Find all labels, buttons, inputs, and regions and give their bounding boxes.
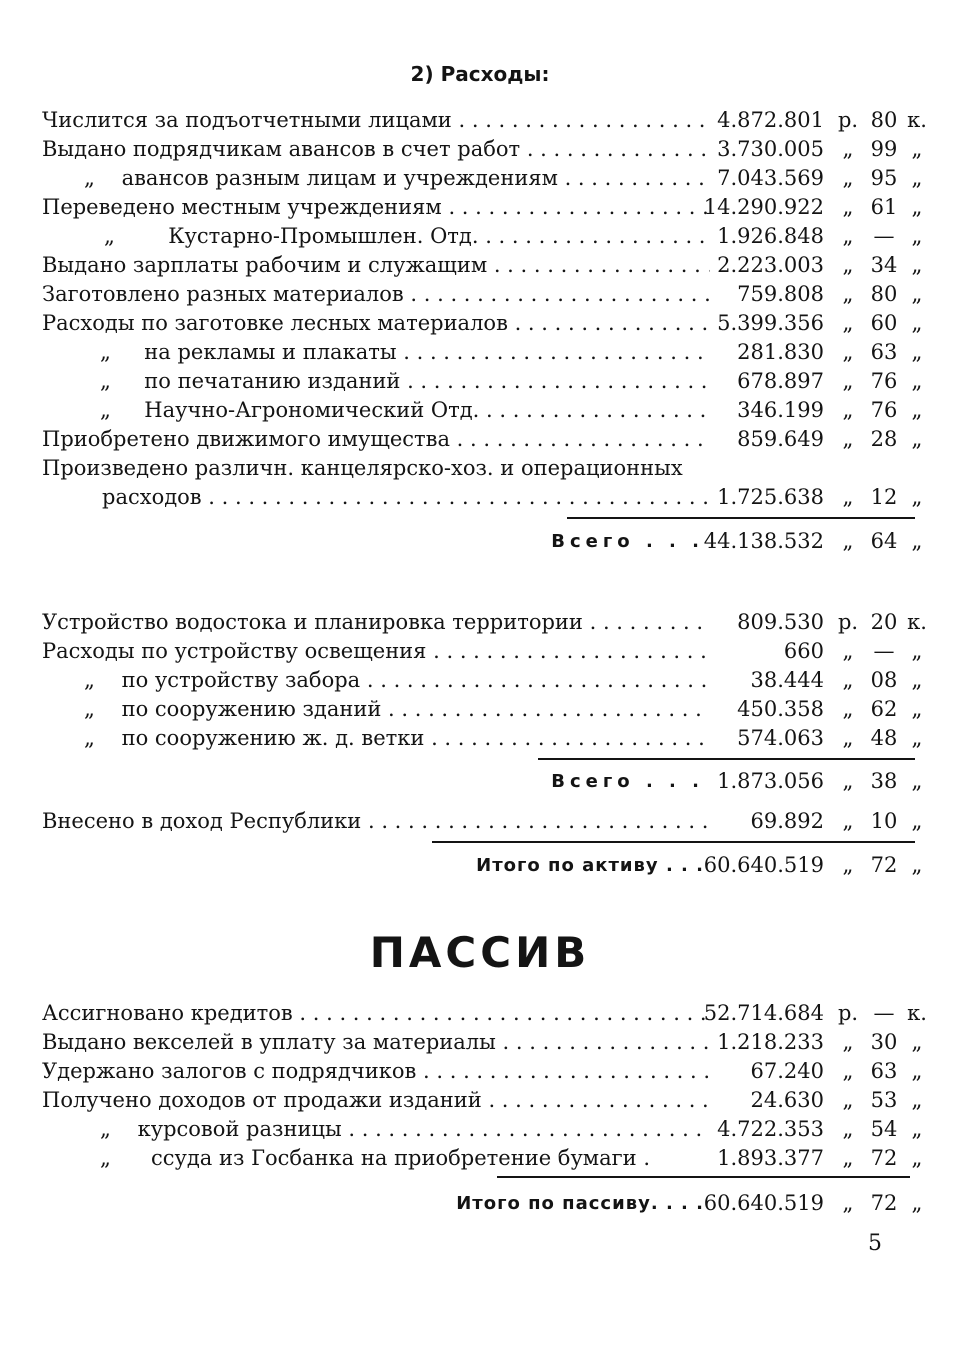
row-label: Произведено различн. канцелярско-хоз. и операционных <box>42 456 683 480</box>
row-label: „ по сооружению ж. д. ветки . . . <box>42 724 710 753</box>
row-label: Расходы по заготовке лесных материалов . . . <box>42 309 710 338</box>
kop-value: 38 <box>870 769 898 793</box>
ledger-row <box>42 637 922 666</box>
row-amount: 14.290.922 <box>703 195 824 219</box>
rub-unit: „ <box>842 639 854 663</box>
kop-unit: „ <box>911 639 923 663</box>
rub-unit: р. <box>837 610 859 634</box>
rub-unit: „ <box>842 726 854 750</box>
kop-value: 99 <box>870 137 898 161</box>
expenses-total-row <box>42 527 922 556</box>
ledger-row <box>42 608 927 637</box>
kop-unit: „ <box>911 726 923 750</box>
ledger-row <box>42 251 922 280</box>
ledger-row <box>42 1086 922 1115</box>
row-label: Переведено местным учреждениям . . . <box>42 193 710 222</box>
rub-unit: „ <box>842 1059 854 1083</box>
kop-unit: „ <box>911 224 923 248</box>
kop-unit: „ <box>911 853 923 877</box>
kop-unit: „ <box>911 1117 923 1141</box>
rub-unit: „ <box>842 137 854 161</box>
rub-unit: „ <box>842 853 854 877</box>
rub-unit: „ <box>842 485 854 509</box>
rub-unit: „ <box>842 427 854 451</box>
ledger-row <box>42 1028 922 1057</box>
ledger-row <box>42 425 922 454</box>
ledger-row <box>42 999 927 1028</box>
rub-unit: „ <box>842 1146 854 1170</box>
rub-unit: „ <box>842 253 854 277</box>
kop-value: 72 <box>870 853 898 877</box>
kop-value: 63 <box>870 340 898 364</box>
ditto-mark: „ <box>84 166 95 190</box>
kop-value: 08 <box>870 668 898 692</box>
kop-value: 60 <box>870 311 898 335</box>
row-label: Получено доходов от продажи изданий . . . <box>42 1086 710 1115</box>
kop-unit: „ <box>911 253 923 277</box>
total-label: Всего . . . <box>42 767 710 796</box>
kop-value: 54 <box>870 1117 898 1141</box>
row-amount: 281.830 <box>737 340 824 364</box>
row-amount: 69.892 <box>750 809 824 833</box>
ledger-row <box>42 164 922 193</box>
row-amount: 7.043.569 <box>717 166 824 190</box>
kop-unit: „ <box>911 485 923 509</box>
kop-value: — <box>873 1001 895 1025</box>
total-amount: 1.873.056 <box>717 769 824 793</box>
kop-value: 72 <box>870 1146 898 1170</box>
row-amount: 1.926.848 <box>717 224 824 248</box>
rub-unit: р. <box>837 108 859 132</box>
rub-unit: „ <box>842 311 854 335</box>
expenses-heading: 2) Расходы: <box>410 62 550 86</box>
row-label: Заготовлено разных материалов . . . <box>42 280 710 309</box>
passive-heading: ПАССИВ <box>369 928 591 977</box>
rub-unit: „ <box>842 224 854 248</box>
row-label: Выдано подрядчикам авансов в счет работ . . . <box>42 135 710 164</box>
kop-value: 62 <box>870 697 898 721</box>
ditto-mark: „ <box>104 224 115 248</box>
row-amount: 450.358 <box>737 697 824 721</box>
row-label: Приобретено движимого имущества . . . <box>42 425 710 454</box>
ditto-mark: „ <box>84 697 95 721</box>
kop-unit: „ <box>911 697 923 721</box>
kop-value: 12 <box>870 485 898 509</box>
kop-value: 28 <box>870 427 898 451</box>
row-label: „ по печатанию изданий . . . <box>42 367 710 396</box>
rub-unit: „ <box>842 398 854 422</box>
row-label: „ Научно-Агрономический Отд. . . . <box>42 396 710 425</box>
ledger-row <box>42 222 922 251</box>
row-label: „ по сооружению зданий . . . <box>42 695 710 724</box>
kop-value: 63 <box>870 1059 898 1083</box>
kop-value: 10 <box>870 809 898 833</box>
ledger-row <box>42 724 922 753</box>
total-amount: 60.640.519 <box>703 1191 824 1215</box>
row-amount: 67.240 <box>750 1059 824 1083</box>
row-amount: 52.714.684 <box>703 1001 824 1025</box>
rub-unit: „ <box>842 195 854 219</box>
row-label: Ассигновано кредитов . . . <box>42 999 710 1028</box>
kop-unit: „ <box>911 1146 923 1170</box>
rub-unit: „ <box>842 697 854 721</box>
ledger-row <box>42 483 922 512</box>
ditto-mark: „ <box>100 1146 111 1170</box>
ledger-row <box>42 807 922 836</box>
rub-unit: „ <box>842 166 854 190</box>
kop-value: — <box>873 639 895 663</box>
rub-unit: „ <box>842 1030 854 1054</box>
row-label: „ курсовой разницы . . . <box>42 1115 710 1144</box>
kop-value: 76 <box>870 369 898 393</box>
row-amount: 4.722.353 <box>717 1117 824 1141</box>
kop-unit: „ <box>911 1191 923 1215</box>
rub-unit: „ <box>842 769 854 793</box>
ledger-row <box>42 280 922 309</box>
kop-unit: „ <box>911 369 923 393</box>
row-amount: 678.897 <box>737 369 824 393</box>
row-amount: 660 <box>783 639 824 663</box>
kop-value: 61 <box>870 195 898 219</box>
row-label: Устройство водостока и планировка территории . . . <box>42 608 710 637</box>
rub-unit: „ <box>842 668 854 692</box>
row-amount: 5.399.356 <box>717 311 824 335</box>
row-amount: 574.063 <box>737 726 824 750</box>
total-label: Всего . . . <box>42 527 710 556</box>
total-label: Итого по активу . . . <box>42 851 710 880</box>
ledger-row <box>42 1115 922 1144</box>
row-label: „ на рекламы и плакаты . . . <box>42 338 710 367</box>
kop-unit: „ <box>911 1030 923 1054</box>
ditto-mark: „ <box>100 340 111 364</box>
kop-value: 53 <box>870 1088 898 1112</box>
kop-value: 64 <box>870 529 898 553</box>
total-rule <box>567 517 915 519</box>
ditto-mark: „ <box>84 668 95 692</box>
kop-value: — <box>873 224 895 248</box>
ledger-row <box>42 695 922 724</box>
kop-unit: „ <box>911 1088 923 1112</box>
active-total-row <box>42 851 922 880</box>
kop-unit: к. <box>907 108 927 132</box>
kop-value: 30 <box>870 1030 898 1054</box>
ledger-row <box>42 338 922 367</box>
ditto-mark: „ <box>84 726 95 750</box>
row-label: расходов . . . <box>42 483 710 512</box>
row-label: Удержано залогов с подрядчиков . . . <box>42 1057 710 1086</box>
kop-unit: „ <box>911 195 923 219</box>
rub-unit: „ <box>842 369 854 393</box>
row-label: Выдано векселей в уплату за материалы . . . <box>42 1028 710 1057</box>
kop-unit: „ <box>911 668 923 692</box>
passive-total-row <box>42 1189 922 1218</box>
ledger-row <box>42 193 922 222</box>
row-amount: 4.872.801 <box>717 108 824 132</box>
total-amount: 60.640.519 <box>703 853 824 877</box>
kop-unit: „ <box>911 282 923 306</box>
rub-unit: „ <box>842 529 854 553</box>
kop-value: 80 <box>870 282 898 306</box>
row-label: „ ссуда из Госбанка на приобретение бумаги . <box>100 1146 651 1170</box>
kop-unit: „ <box>911 809 923 833</box>
rub-unit: „ <box>842 809 854 833</box>
rub-unit: „ <box>842 340 854 364</box>
rub-unit: „ <box>842 282 854 306</box>
row-amount: 24.630 <box>750 1088 824 1112</box>
ledger-row <box>42 454 922 483</box>
rub-unit: р. <box>837 1001 859 1025</box>
total-amount: 44.138.532 <box>703 529 824 553</box>
row-amount: 859.649 <box>737 427 824 451</box>
ledger-row <box>42 135 922 164</box>
rub-unit: „ <box>842 1088 854 1112</box>
kop-value: 20 <box>870 610 898 634</box>
construction-total-row <box>42 767 922 796</box>
row-amount: 346.199 <box>737 398 824 422</box>
rub-unit: „ <box>842 1117 854 1141</box>
kop-unit: „ <box>911 166 923 190</box>
kop-unit: „ <box>911 769 923 793</box>
ledger-row <box>42 106 927 135</box>
row-amount: 809.530 <box>737 610 824 634</box>
page-number: 5 <box>868 1231 882 1256</box>
row-label: „ Кустарно-Промышлен. Отд. . . . <box>42 222 710 251</box>
kop-unit: „ <box>911 340 923 364</box>
total-label: Итого по пассиву. . . . <box>42 1189 710 1218</box>
kop-unit: „ <box>911 427 923 451</box>
row-amount: 38.444 <box>750 668 824 692</box>
row-label: Внесено в доход Республики . . . <box>42 807 710 836</box>
kop-value: 72 <box>870 1191 898 1215</box>
kop-unit: к. <box>907 610 927 634</box>
row-amount: 2.223.003 <box>717 253 824 277</box>
rub-unit: „ <box>842 1191 854 1215</box>
ledger-row <box>42 309 922 338</box>
row-amount: 759.808 <box>737 282 824 306</box>
row-label: Выдано зарплаты рабочим и служащим . . . <box>42 251 710 280</box>
kop-unit: „ <box>911 137 923 161</box>
row-amount: 1.725.638 <box>717 485 824 509</box>
kop-value: 76 <box>870 398 898 422</box>
row-label: Числится за подъотчетными лицами . . . <box>42 106 710 135</box>
kop-unit: к. <box>907 1001 927 1025</box>
ditto-mark: „ <box>100 398 111 422</box>
ledger-row <box>42 666 922 695</box>
kop-value: 34 <box>870 253 898 277</box>
ledger-row <box>42 396 922 425</box>
ditto-mark: „ <box>100 369 111 393</box>
row-label: „ авансов разным лицам и учреждениям . . . <box>42 164 710 193</box>
row-amount: 1.218.233 <box>717 1030 824 1054</box>
kop-unit: „ <box>911 529 923 553</box>
ledger-row <box>42 1144 922 1173</box>
total-rule <box>432 841 915 843</box>
kop-unit: „ <box>911 311 923 335</box>
kop-unit: „ <box>911 398 923 422</box>
ledger-row <box>42 1057 922 1086</box>
row-label: Расходы по устройству освещения . . . <box>42 637 710 666</box>
row-amount: 1.893.377 <box>717 1146 824 1170</box>
row-amount: 3.730.005 <box>717 137 824 161</box>
kop-value: 48 <box>870 726 898 750</box>
ditto-mark: „ <box>100 1117 111 1141</box>
total-rule <box>497 1176 910 1178</box>
row-label: „ по устройству забора . . . <box>42 666 710 695</box>
kop-value: 95 <box>870 166 898 190</box>
kop-value: 80 <box>870 108 898 132</box>
ledger-row <box>42 367 922 396</box>
kop-unit: „ <box>911 1059 923 1083</box>
total-rule <box>538 758 915 760</box>
